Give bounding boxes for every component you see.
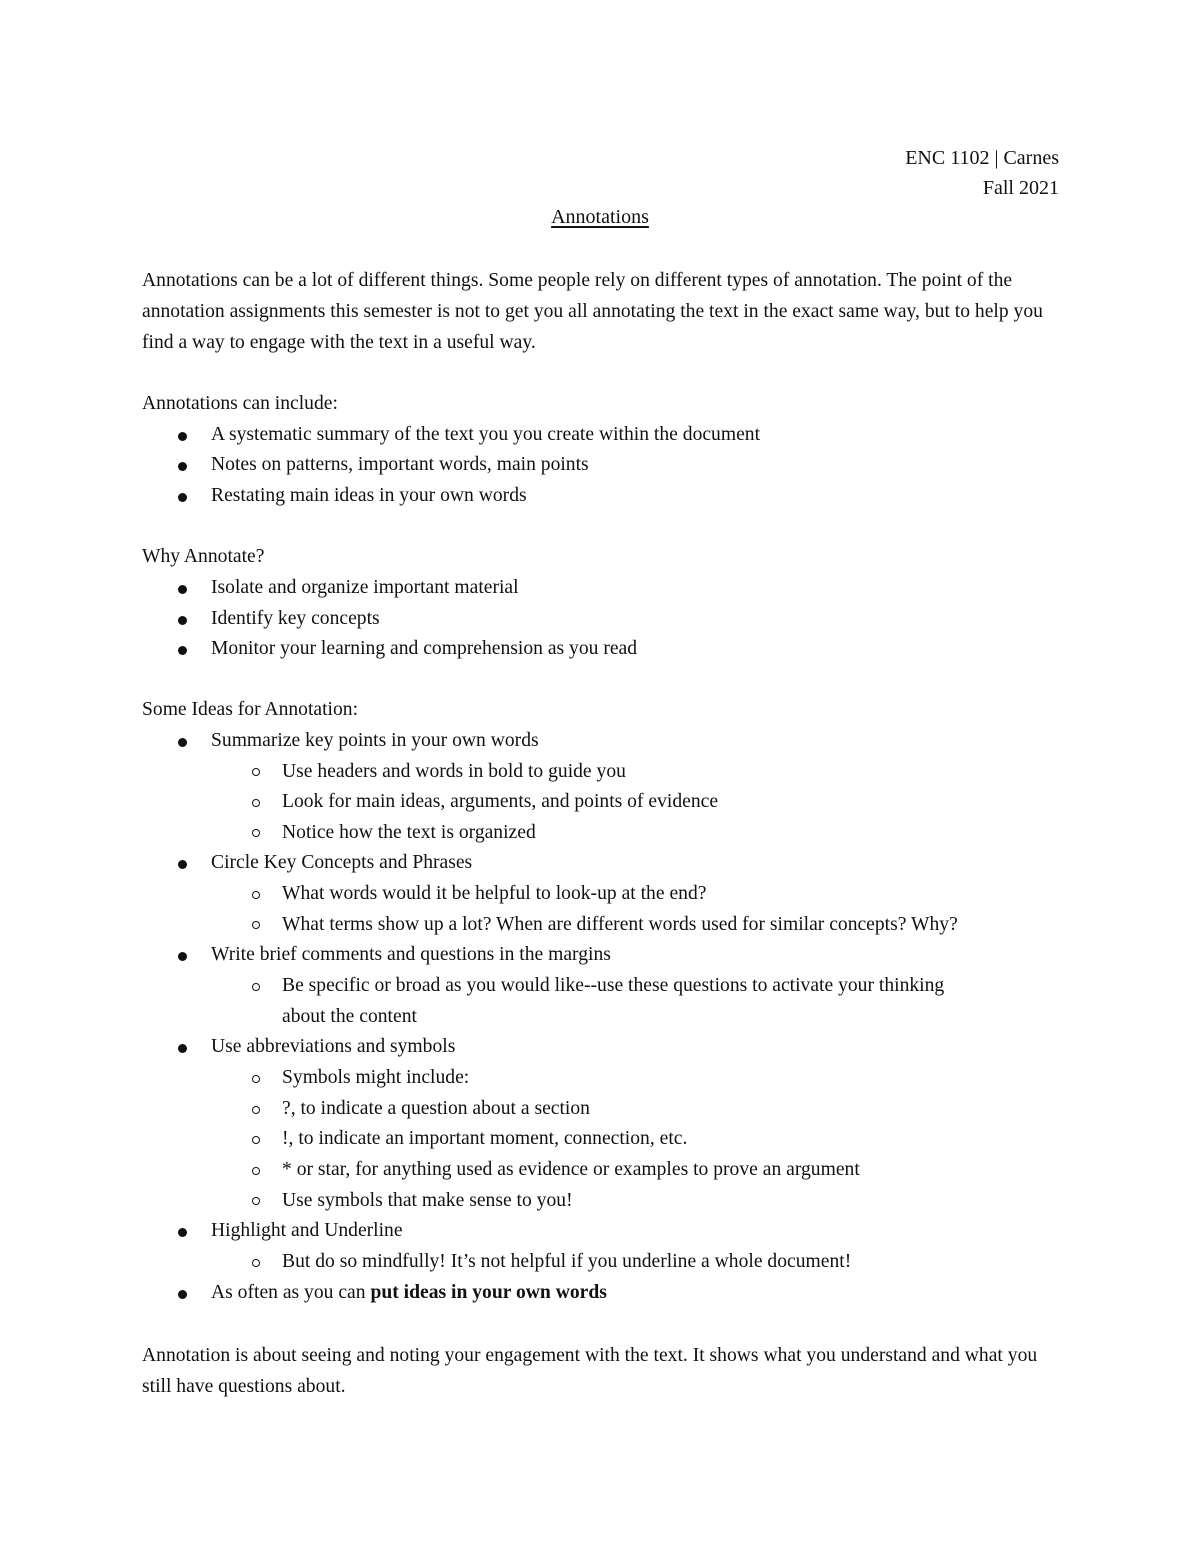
list-item: A systematic summary of the text you you create within the document bbox=[211, 424, 761, 445]
closing-paragraph: Annotation is about seeing and noting your engagement with the text. It shows what you understand and what you still have questions about. bbox=[142, 1345, 1038, 1397]
bullet-icon bbox=[178, 1044, 187, 1053]
course-label: ENC 1102 | Carnes bbox=[905, 147, 1059, 169]
sub-bullet-icon bbox=[252, 799, 260, 807]
list-item: Circle Key Concepts and Phrases bbox=[211, 852, 473, 873]
sub-list-item: Look for main ideas, arguments, and points of evidence bbox=[282, 791, 719, 812]
sub-bullet-icon bbox=[252, 1136, 260, 1144]
list-item: Identify key concepts bbox=[211, 608, 380, 629]
bullet-icon bbox=[178, 738, 187, 747]
sub-list-item: !, to indicate an important moment, connection, etc. bbox=[282, 1128, 688, 1149]
list-item: Notes on patterns, important words, main points bbox=[211, 454, 589, 475]
sub-bullet-icon bbox=[252, 1167, 260, 1175]
sub-bullet-icon bbox=[252, 921, 260, 929]
sub-bullet-icon bbox=[252, 1259, 260, 1267]
sub-list-item: Be specific or broad as you would like--use these questions to activate your thinking bbox=[282, 975, 945, 996]
intro-paragraph: Annotations can be a lot of different things. Some people rely on different types of annotation. The point of the annotation assignments this semester is not to get you all annotating the text in the exact same way, but to help you find a way to engage with the text in a useful way. bbox=[142, 270, 1043, 353]
term-label: Fall 2021 bbox=[982, 177, 1059, 199]
list-item bbox=[211, 1280, 607, 1306]
bullet-icon bbox=[178, 860, 187, 869]
list-item: Restating main ideas in your own words bbox=[211, 485, 527, 506]
sub-bullet-icon bbox=[252, 1075, 260, 1083]
list-item: Monitor your learning and comprehension as you read bbox=[211, 638, 638, 659]
bullet-icon bbox=[178, 432, 187, 441]
header-block bbox=[905, 143, 1059, 203]
sub-bullet-icon bbox=[252, 829, 260, 837]
sub-list-item: Use symbols that make sense to you! bbox=[282, 1190, 573, 1211]
bullet-icon bbox=[178, 952, 187, 961]
include-heading: Annotations can include: bbox=[142, 393, 338, 414]
sub-list-item: * or star, for anything used as evidence or examples to prove an argument bbox=[282, 1159, 860, 1180]
sub-bullet-icon bbox=[252, 891, 260, 899]
sub-list-item: Notice how the text is organized bbox=[282, 822, 536, 843]
bullet-icon bbox=[178, 1290, 187, 1299]
why-heading: Why Annotate? bbox=[142, 546, 265, 567]
sub-bullet-icon bbox=[252, 768, 260, 776]
sub-list-item: What words would it be helpful to look-up at the end? bbox=[282, 883, 707, 904]
list-item: Summarize key points in your own words bbox=[211, 730, 539, 751]
bullet-icon bbox=[178, 1228, 187, 1237]
sub-list-item: Use headers and words in bold to guide you bbox=[282, 761, 626, 782]
sub-bullet-icon bbox=[252, 1106, 260, 1114]
sub-list-item: What terms show up a lot? When are different words used for similar concepts? Why? bbox=[282, 914, 958, 935]
list-item: Use abbreviations and symbols bbox=[211, 1036, 456, 1057]
list-item-text: As often as you can bbox=[211, 1282, 371, 1303]
sub-list-item: Symbols might include: bbox=[282, 1067, 470, 1088]
list-item: Isolate and organize important material bbox=[211, 577, 519, 598]
bullet-icon bbox=[178, 646, 187, 655]
bullet-icon bbox=[178, 585, 187, 594]
sub-bullet-icon bbox=[252, 1197, 260, 1205]
bullet-icon bbox=[178, 462, 187, 471]
ideas-heading: Some Ideas for Annotation: bbox=[142, 699, 359, 720]
sub-list-item: ?, to indicate a question about a section bbox=[282, 1098, 590, 1119]
list-item: Write brief comments and questions in the margins bbox=[211, 944, 611, 965]
sub-list-item-continuation: about the content bbox=[282, 1006, 417, 1027]
sub-list-item: But do so mindfully! It’s not helpful if you underline a whole document! bbox=[282, 1251, 852, 1272]
bullet-icon bbox=[178, 493, 187, 502]
emphasis-text: put ideas in your own words bbox=[370, 1282, 607, 1303]
bullet-icon bbox=[178, 616, 187, 625]
sub-bullet-icon bbox=[252, 983, 260, 991]
list-item: Highlight and Underline bbox=[211, 1220, 403, 1241]
document-title: Annotations bbox=[551, 206, 649, 228]
